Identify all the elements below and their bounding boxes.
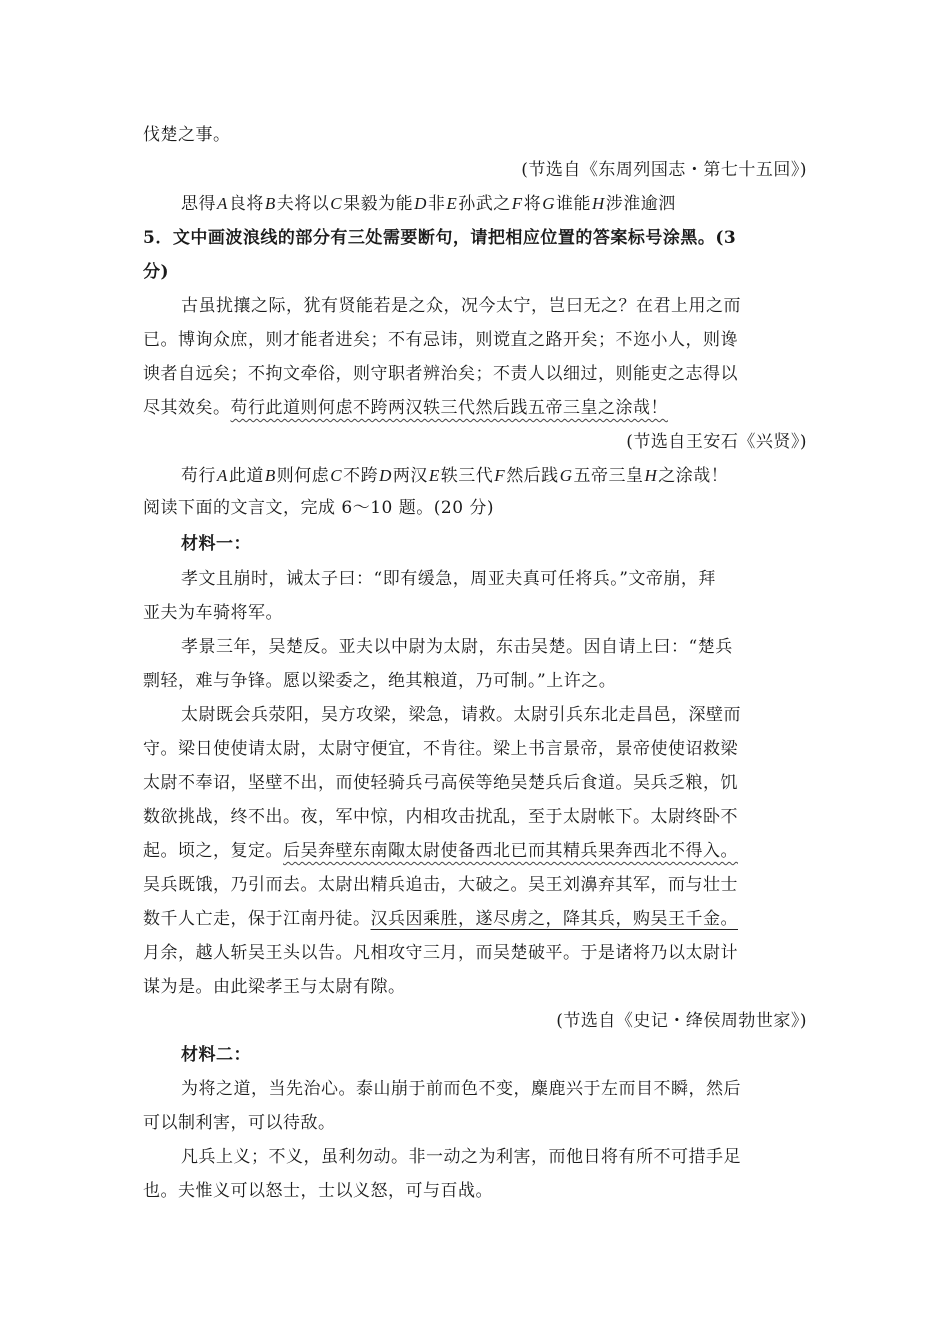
text: 将 — [523, 194, 542, 214]
option-mark-e: E — [428, 466, 440, 485]
wavy-underlined-text: 苟行此道则何虑不跨两汉轶三代然后践五帝三皇之涂哉！ — [230, 398, 668, 418]
text: 古虽扰攘之际，犹有贤能若是之众，况今太宁，岂曰无之？在君上用之而 — [181, 296, 741, 316]
text: 剽轻，难与争锋。愿以梁委之，绝其粮道，乃可制。”上许之。 — [143, 671, 617, 691]
passage-line — [143, 874, 807, 896]
text: 两汉 — [392, 466, 428, 486]
text: 孝文且崩时，诫太子曰：“即有缓急，周亚夫真可任将兵。”文帝崩，拜 — [181, 569, 716, 589]
question-5 — [143, 227, 807, 249]
source-citation — [143, 431, 807, 453]
option-mark-a: A — [217, 194, 228, 213]
text: 尽其效矣。 — [143, 398, 231, 418]
text: 夫将以 — [276, 194, 330, 214]
passage-line — [181, 636, 807, 658]
text: 数千人亡走，保于江南丹徒。 — [143, 909, 371, 929]
text: 思得 — [181, 194, 216, 214]
text: 然后践 — [506, 466, 559, 486]
passage-line — [143, 670, 807, 692]
text: 阅读下面的文言文，完成 6～10 题。(20 分) — [143, 498, 495, 518]
option-mark-h: H — [644, 466, 658, 485]
text: (节选自《东周列国志・第七十五回》) — [521, 160, 807, 180]
passage-line — [143, 1112, 807, 1134]
text: 太尉不奉诏，坚壁不出，而使轻骑兵弓高侯等绝吴楚兵后食道。吴兵乏粮，饥 — [143, 773, 738, 793]
text: 涉淮逾泗 — [605, 194, 676, 214]
passage-line — [143, 738, 807, 760]
text: 之涂哉！ — [658, 466, 729, 486]
text: 为将之道，当先治心。泰山崩于前而色不变，麋鹿兴于左而目不瞬，然后 — [181, 1079, 741, 1099]
text: 起。顷之，复定。 — [143, 841, 283, 861]
text: 谁能 — [555, 194, 591, 214]
text: 凡兵上义；不义，虽利勿动。非一动之为利害，而他日将有所不可措手足 — [181, 1147, 741, 1167]
passage-line — [181, 1078, 807, 1100]
text: (节选自王安石《兴贤》) — [626, 432, 807, 452]
option-line — [181, 465, 807, 487]
text: 轶三代 — [440, 466, 494, 486]
wavy-underlined-text: 后吴奔壁东南陬太尉使备西北已而其精兵果奔西北不得入。 — [283, 841, 738, 861]
passage-line — [143, 124, 807, 146]
passage-line — [143, 976, 807, 998]
question-5-cont — [143, 261, 807, 283]
option-mark-c: C — [330, 466, 343, 485]
text: 也。夫惟义可以怒士，士以义怒，可与百战。 — [143, 1181, 493, 1201]
text: 数欲挑战，终不出。夜，军中惊，内相攻击扰乱，至于太尉帐下。太尉终卧不 — [143, 807, 738, 827]
text: 孙武之 — [458, 194, 511, 214]
text: 五帝三皇 — [573, 466, 644, 486]
passage-line — [143, 840, 807, 862]
text: 守。梁日使使请太尉，太尉守便宜，不肯往。梁上书言景帝，景帝使使诏救梁 — [143, 739, 738, 759]
option-mark-e: E — [446, 194, 458, 213]
text: 良将 — [228, 194, 264, 214]
material-two-heading — [181, 1044, 807, 1066]
passage-line — [143, 908, 807, 930]
text: 已。博询众庶，则才能者进矣；不有忌讳，则谠直之路开矣；不迩小人，则谗 — [143, 330, 738, 350]
text: 谋为是。由此梁孝王与太尉有隙。 — [143, 977, 406, 997]
material-one-heading — [181, 533, 807, 555]
text: 吴兵既饿，乃引而去。太尉出精兵追击，大破之。吴王刘濞弃其军，而与壮士 — [143, 875, 738, 895]
option-mark-d: D — [414, 194, 427, 213]
text: 苟行 — [181, 466, 216, 486]
text: 非 — [427, 194, 446, 214]
text: 5．文中画波浪线的部分有三处需要断句，请把相应位置的答案标号涂黑。(3 — [143, 228, 737, 248]
option-mark-h: H — [591, 194, 605, 213]
passage-line — [143, 397, 807, 419]
option-mark-f: F — [511, 194, 523, 213]
passage-line — [143, 602, 807, 624]
passage-line — [143, 806, 807, 828]
text: 分) — [143, 262, 170, 282]
text: 则何虑 — [276, 466, 330, 486]
passage-line — [181, 704, 807, 726]
text: 可以制利害，可以待敌。 — [143, 1113, 336, 1133]
passage-line — [181, 295, 807, 317]
text: 伐楚之事。 — [143, 125, 231, 145]
passage-line — [143, 942, 807, 964]
passage-line — [181, 568, 807, 590]
passage-line — [143, 363, 807, 385]
text: 此道 — [228, 466, 264, 486]
passage-line — [143, 1180, 807, 1202]
option-mark-c: C — [330, 194, 343, 213]
source-citation — [143, 159, 807, 181]
text: 不跨 — [343, 466, 379, 486]
text: 月余，越人斩吴王头以告。凡相攻守三月，而吴楚破平。于是诸将乃以太尉计 — [143, 943, 738, 963]
source-citation — [143, 1010, 807, 1032]
passage-line — [143, 772, 807, 794]
reading-instruction — [143, 497, 807, 519]
underlined-text: 汉兵因乘胜，遂尽虏之，降其兵，购吴王千金。 — [370, 909, 738, 929]
text: 谀者自远矣；不拘文牵俗，则守职者辨治矣；不责人以细过，则能吏之志得以 — [143, 364, 738, 384]
passage-line — [181, 1146, 807, 1168]
passage-line — [143, 329, 807, 351]
option-mark-f: F — [494, 466, 506, 485]
option-mark-g: G — [542, 194, 555, 213]
text: 材料一： — [181, 534, 251, 554]
option-mark-d: D — [379, 466, 392, 485]
option-mark-a: A — [217, 466, 228, 485]
option-mark-b: B — [264, 466, 276, 485]
text: 孝景三年，吴楚反。亚夫以中尉为太尉，东击吴楚。因自请上曰：“楚兵 — [181, 637, 733, 657]
text: 果毅为能 — [343, 194, 414, 214]
text: 太尉既会兵荥阳，吴方攻梁，梁急，请救。太尉引兵东北走昌邑，深壁而 — [181, 705, 741, 725]
text: 亚夫为车骑将军。 — [143, 603, 283, 623]
text: 材料二： — [181, 1045, 251, 1065]
option-mark-g: G — [559, 466, 573, 485]
option-line — [181, 193, 807, 215]
text: (节选自《史记・绛侯周勃世家》) — [556, 1011, 807, 1031]
option-mark-b: B — [264, 194, 276, 213]
